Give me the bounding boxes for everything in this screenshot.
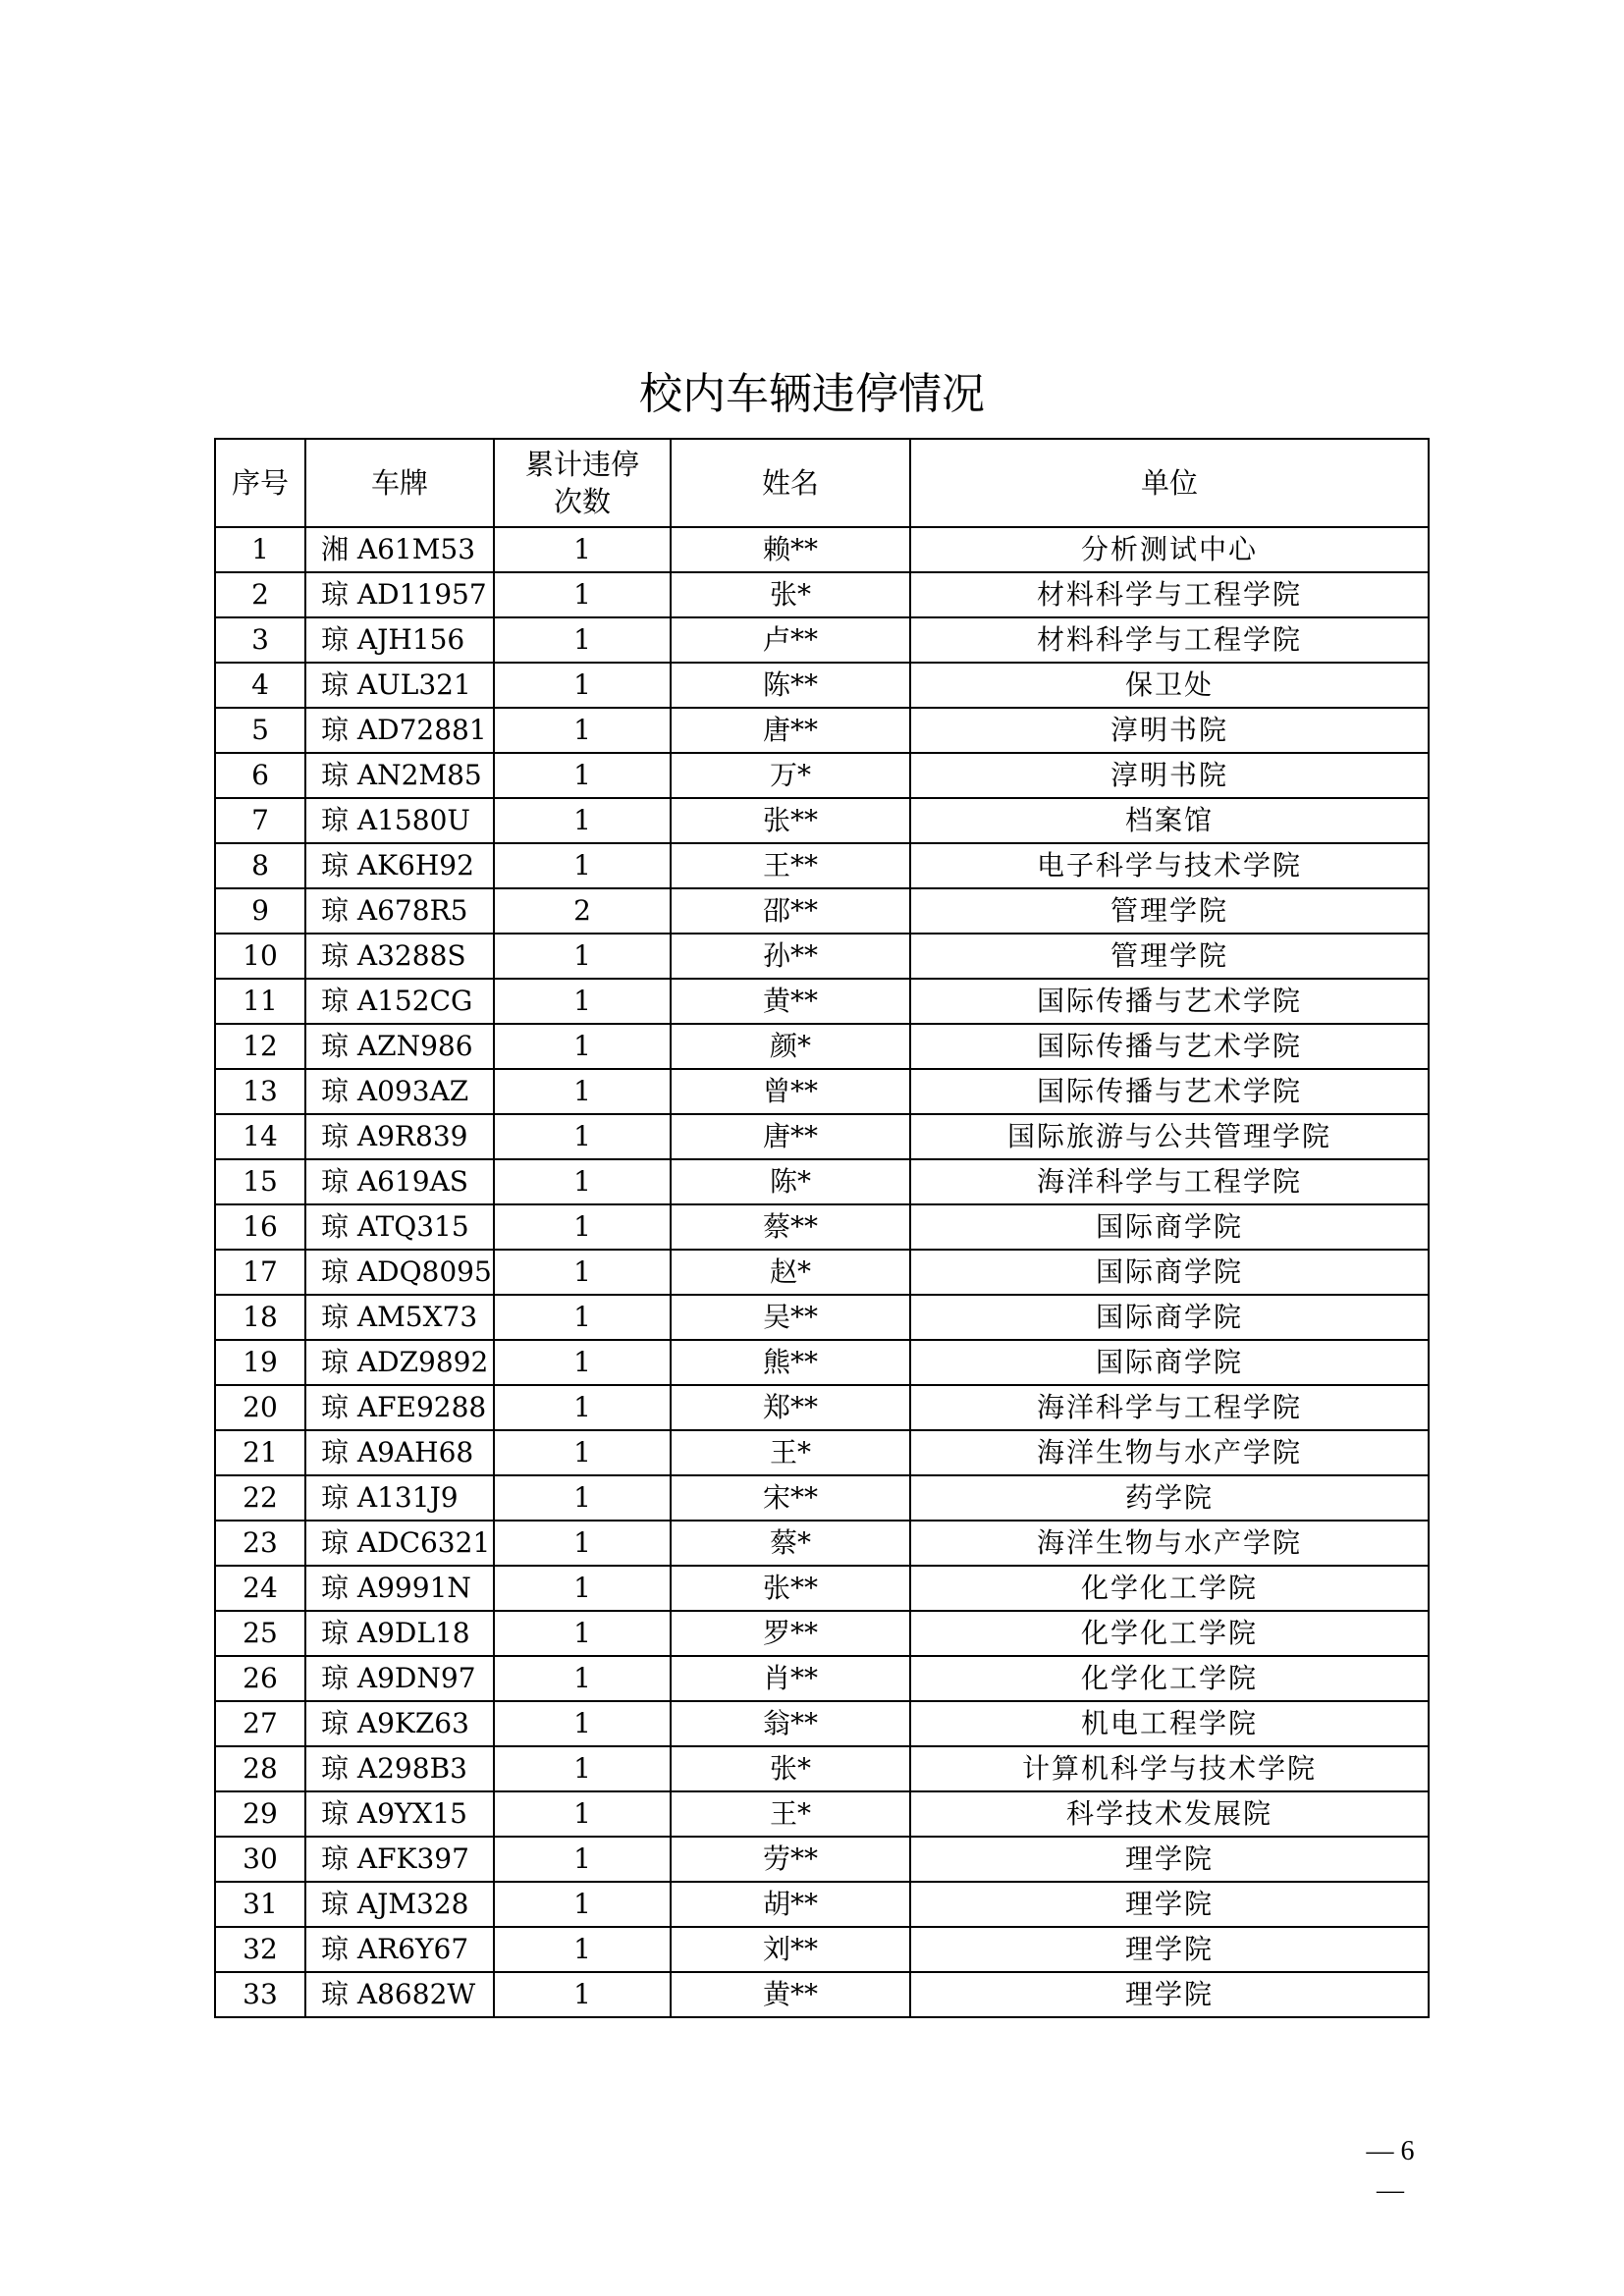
cell-name: 黄** — [671, 1972, 910, 2017]
cell-plate: 琼 AZN986 — [305, 1024, 494, 1069]
table-row — [215, 1475, 1429, 1521]
table-row — [215, 1837, 1429, 1882]
cell-name: 张** — [671, 798, 910, 843]
cell-seq: 30 — [215, 1837, 305, 1882]
cell-unit: 理学院 — [910, 1882, 1429, 1927]
table-row — [215, 979, 1429, 1024]
cell-name: 邵** — [671, 888, 910, 934]
table-row — [215, 798, 1429, 843]
header-seq: 序号 — [215, 439, 305, 527]
table-row — [215, 527, 1429, 572]
cell-name: 赵* — [671, 1250, 910, 1295]
cell-count: 2 — [494, 888, 671, 934]
cell-unit: 国际传播与艺术学院 — [910, 979, 1429, 1024]
cell-unit: 理学院 — [910, 1837, 1429, 1882]
cell-plate: 琼 A9AH68 — [305, 1430, 494, 1475]
cell-seq: 7 — [215, 798, 305, 843]
cell-plate: 琼 A9991N — [305, 1566, 494, 1611]
table-row — [215, 708, 1429, 753]
cell-seq: 18 — [215, 1295, 305, 1340]
table-row — [215, 1882, 1429, 1927]
cell-name: 肖** — [671, 1656, 910, 1701]
table-row — [215, 1791, 1429, 1837]
cell-plate: 琼 A1580U — [305, 798, 494, 843]
table-header-row — [215, 439, 1429, 527]
cell-seq: 2 — [215, 572, 305, 617]
cell-seq: 25 — [215, 1611, 305, 1656]
cell-unit: 药学院 — [910, 1475, 1429, 1521]
cell-seq: 16 — [215, 1204, 305, 1250]
cell-unit: 理学院 — [910, 1927, 1429, 1972]
cell-name: 张** — [671, 1566, 910, 1611]
cell-plate: 琼 AK6H92 — [305, 843, 494, 888]
cell-unit: 管理学院 — [910, 888, 1429, 934]
header-plate: 车牌 — [305, 439, 494, 527]
cell-seq: 32 — [215, 1927, 305, 1972]
cell-plate: 琼 A619AS — [305, 1159, 494, 1204]
page-number: — 6 — — [1366, 2136, 1415, 2206]
cell-name: 蔡* — [671, 1521, 910, 1566]
cell-plate: 琼 ADC6321 — [305, 1521, 494, 1566]
cell-unit: 国际商学院 — [910, 1295, 1429, 1340]
cell-plate: 琼 AR6Y67 — [305, 1927, 494, 1972]
cell-count: 1 — [494, 753, 671, 798]
cell-seq: 28 — [215, 1746, 305, 1791]
cell-name: 刘** — [671, 1927, 910, 1972]
cell-count: 1 — [494, 1340, 671, 1385]
cell-unit: 淳明书院 — [910, 753, 1429, 798]
cell-name: 颜* — [671, 1024, 910, 1069]
cell-unit: 淳明书院 — [910, 708, 1429, 753]
cell-count: 1 — [494, 1611, 671, 1656]
cell-seq: 22 — [215, 1475, 305, 1521]
cell-plate: 琼 ADZ9892 — [305, 1340, 494, 1385]
cell-count: 1 — [494, 979, 671, 1024]
cell-name: 张* — [671, 572, 910, 617]
cell-count: 1 — [494, 1250, 671, 1295]
cell-seq: 29 — [215, 1791, 305, 1837]
cell-count: 1 — [494, 843, 671, 888]
cell-name: 唐** — [671, 708, 910, 753]
cell-plate: 琼 AUL321 — [305, 663, 494, 708]
cell-count: 1 — [494, 934, 671, 979]
cell-seq: 19 — [215, 1340, 305, 1385]
table-row — [215, 572, 1429, 617]
cell-unit: 管理学院 — [910, 934, 1429, 979]
cell-name: 黄** — [671, 979, 910, 1024]
table-row — [215, 1069, 1429, 1114]
cell-plate: 琼 A093AZ — [305, 1069, 494, 1114]
cell-name: 王** — [671, 843, 910, 888]
cell-unit: 保卫处 — [910, 663, 1429, 708]
cell-plate: 琼 A3288S — [305, 934, 494, 979]
cell-name: 张* — [671, 1746, 910, 1791]
cell-count: 1 — [494, 1385, 671, 1430]
cell-seq: 23 — [215, 1521, 305, 1566]
cell-count: 1 — [494, 1430, 671, 1475]
cell-seq: 13 — [215, 1069, 305, 1114]
table-row — [215, 1521, 1429, 1566]
cell-seq: 12 — [215, 1024, 305, 1069]
cell-unit: 国际传播与艺术学院 — [910, 1024, 1429, 1069]
cell-unit: 计算机科学与技术学院 — [910, 1746, 1429, 1791]
table-row — [215, 1972, 1429, 2017]
cell-count: 1 — [494, 1295, 671, 1340]
cell-name: 陈** — [671, 663, 910, 708]
cell-name: 郑** — [671, 1385, 910, 1430]
cell-unit: 材料科学与工程学院 — [910, 617, 1429, 663]
cell-seq: 3 — [215, 617, 305, 663]
cell-seq: 11 — [215, 979, 305, 1024]
cell-name: 王* — [671, 1430, 910, 1475]
cell-unit: 国际商学院 — [910, 1250, 1429, 1295]
cell-count: 1 — [494, 617, 671, 663]
cell-count: 1 — [494, 1701, 671, 1746]
cell-name: 罗** — [671, 1611, 910, 1656]
cell-seq: 1 — [215, 527, 305, 572]
cell-seq: 14 — [215, 1114, 305, 1159]
cell-count: 1 — [494, 1566, 671, 1611]
table-body — [215, 527, 1429, 2017]
cell-plate: 琼 A9R839 — [305, 1114, 494, 1159]
cell-seq: 10 — [215, 934, 305, 979]
table-row — [215, 753, 1429, 798]
table-row — [215, 1611, 1429, 1656]
table-row — [215, 1204, 1429, 1250]
cell-plate: 琼 A9DN97 — [305, 1656, 494, 1701]
table-row — [215, 1024, 1429, 1069]
table-row — [215, 1114, 1429, 1159]
cell-unit: 材料科学与工程学院 — [910, 572, 1429, 617]
page-title: 校内车辆违停情况 — [639, 369, 985, 419]
cell-count: 1 — [494, 1069, 671, 1114]
cell-count: 1 — [494, 527, 671, 572]
cell-name: 劳** — [671, 1837, 910, 1882]
cell-seq: 6 — [215, 753, 305, 798]
cell-seq: 26 — [215, 1656, 305, 1701]
cell-unit: 化学化工学院 — [910, 1611, 1429, 1656]
table-row — [215, 1746, 1429, 1791]
cell-name: 胡** — [671, 1882, 910, 1927]
cell-plate: 琼 A9KZ63 — [305, 1701, 494, 1746]
cell-unit: 机电工程学院 — [910, 1701, 1429, 1746]
cell-count: 1 — [494, 1882, 671, 1927]
table-row — [215, 1927, 1429, 1972]
cell-plate: 湘 A61M53 — [305, 527, 494, 572]
cell-unit: 分析测试中心 — [910, 527, 1429, 572]
cell-seq: 21 — [215, 1430, 305, 1475]
header-unit: 单位 — [910, 439, 1429, 527]
cell-plate: 琼 ATQ315 — [305, 1204, 494, 1250]
cell-unit: 国际传播与艺术学院 — [910, 1069, 1429, 1114]
cell-count: 1 — [494, 663, 671, 708]
cell-plate: 琼 AJH156 — [305, 617, 494, 663]
cell-unit: 海洋科学与工程学院 — [910, 1385, 1429, 1430]
table-row — [215, 663, 1429, 708]
header-count — [494, 439, 671, 527]
cell-unit: 国际商学院 — [910, 1204, 1429, 1250]
cell-plate: 琼 A678R5 — [305, 888, 494, 934]
cell-plate: 琼 AFK397 — [305, 1837, 494, 1882]
cell-unit: 国际旅游与公共管理学院 — [910, 1114, 1429, 1159]
cell-name: 陈* — [671, 1159, 910, 1204]
cell-name: 万* — [671, 753, 910, 798]
cell-unit: 海洋科学与工程学院 — [910, 1159, 1429, 1204]
cell-seq: 9 — [215, 888, 305, 934]
cell-seq: 4 — [215, 663, 305, 708]
cell-name: 吴** — [671, 1295, 910, 1340]
header-name: 姓名 — [671, 439, 910, 527]
cell-name: 翁** — [671, 1701, 910, 1746]
header-count-label: 累计违停次数 — [524, 448, 639, 518]
cell-seq: 17 — [215, 1250, 305, 1295]
table-row — [215, 1656, 1429, 1701]
cell-unit: 档案馆 — [910, 798, 1429, 843]
violation-table — [214, 438, 1430, 2018]
table-row — [215, 934, 1429, 979]
cell-unit: 理学院 — [910, 1972, 1429, 2017]
cell-plate: 琼 A298B3 — [305, 1746, 494, 1791]
cell-unit: 海洋生物与水产学院 — [910, 1430, 1429, 1475]
cell-count: 1 — [494, 1927, 671, 1972]
cell-count: 1 — [494, 1837, 671, 1882]
cell-seq: 8 — [215, 843, 305, 888]
cell-count: 1 — [494, 1791, 671, 1837]
cell-count: 1 — [494, 1521, 671, 1566]
cell-plate: 琼 A131J9 — [305, 1475, 494, 1521]
cell-name: 卢** — [671, 617, 910, 663]
cell-name: 唐** — [671, 1114, 910, 1159]
cell-seq: 20 — [215, 1385, 305, 1430]
cell-count: 1 — [494, 1656, 671, 1701]
table-row — [215, 1250, 1429, 1295]
cell-name: 宋** — [671, 1475, 910, 1521]
cell-plate: 琼 AD11957 — [305, 572, 494, 617]
cell-count: 1 — [494, 798, 671, 843]
cell-unit: 化学化工学院 — [910, 1566, 1429, 1611]
cell-name: 赖** — [671, 527, 910, 572]
table-row — [215, 617, 1429, 663]
cell-plate: 琼 A152CG — [305, 979, 494, 1024]
cell-name: 蔡** — [671, 1204, 910, 1250]
table-row — [215, 1566, 1429, 1611]
table-row — [215, 1295, 1429, 1340]
cell-name: 曾** — [671, 1069, 910, 1114]
cell-plate: 琼 AM5X73 — [305, 1295, 494, 1340]
cell-plate: 琼 AFE9288 — [305, 1385, 494, 1430]
cell-count: 1 — [494, 1024, 671, 1069]
cell-unit: 电子科学与技术学院 — [910, 843, 1429, 888]
table-row — [215, 1159, 1429, 1204]
cell-unit: 科学技术发展院 — [910, 1791, 1429, 1837]
cell-count: 1 — [494, 1972, 671, 2017]
cell-seq: 27 — [215, 1701, 305, 1746]
cell-plate: 琼 ADQ8095 — [305, 1250, 494, 1295]
cell-seq: 24 — [215, 1566, 305, 1611]
cell-plate: 琼 A9DL18 — [305, 1611, 494, 1656]
table-row — [215, 1701, 1429, 1746]
table-row — [215, 1340, 1429, 1385]
cell-count: 1 — [494, 1204, 671, 1250]
cell-plate: 琼 AN2M85 — [305, 753, 494, 798]
cell-name: 孙** — [671, 934, 910, 979]
cell-count: 1 — [494, 708, 671, 753]
table-row — [215, 888, 1429, 934]
cell-unit: 化学化工学院 — [910, 1656, 1429, 1701]
cell-seq: 33 — [215, 1972, 305, 2017]
cell-count: 1 — [494, 1746, 671, 1791]
cell-plate: 琼 A9YX15 — [305, 1791, 494, 1837]
cell-plate: 琼 A8682W — [305, 1972, 494, 2017]
cell-count: 1 — [494, 1475, 671, 1521]
cell-plate: 琼 AD72881 — [305, 708, 494, 753]
cell-name: 熊** — [671, 1340, 910, 1385]
cell-seq: 15 — [215, 1159, 305, 1204]
cell-count: 1 — [494, 1114, 671, 1159]
table-row — [215, 843, 1429, 888]
cell-unit: 国际商学院 — [910, 1340, 1429, 1385]
cell-seq: 31 — [215, 1882, 305, 1927]
cell-name: 王* — [671, 1791, 910, 1837]
cell-unit: 海洋生物与水产学院 — [910, 1521, 1429, 1566]
table-row — [215, 1430, 1429, 1475]
cell-count: 1 — [494, 1159, 671, 1204]
cell-seq: 5 — [215, 708, 305, 753]
table-row — [215, 1385, 1429, 1430]
cell-plate: 琼 AJM328 — [305, 1882, 494, 1927]
cell-count: 1 — [494, 572, 671, 617]
